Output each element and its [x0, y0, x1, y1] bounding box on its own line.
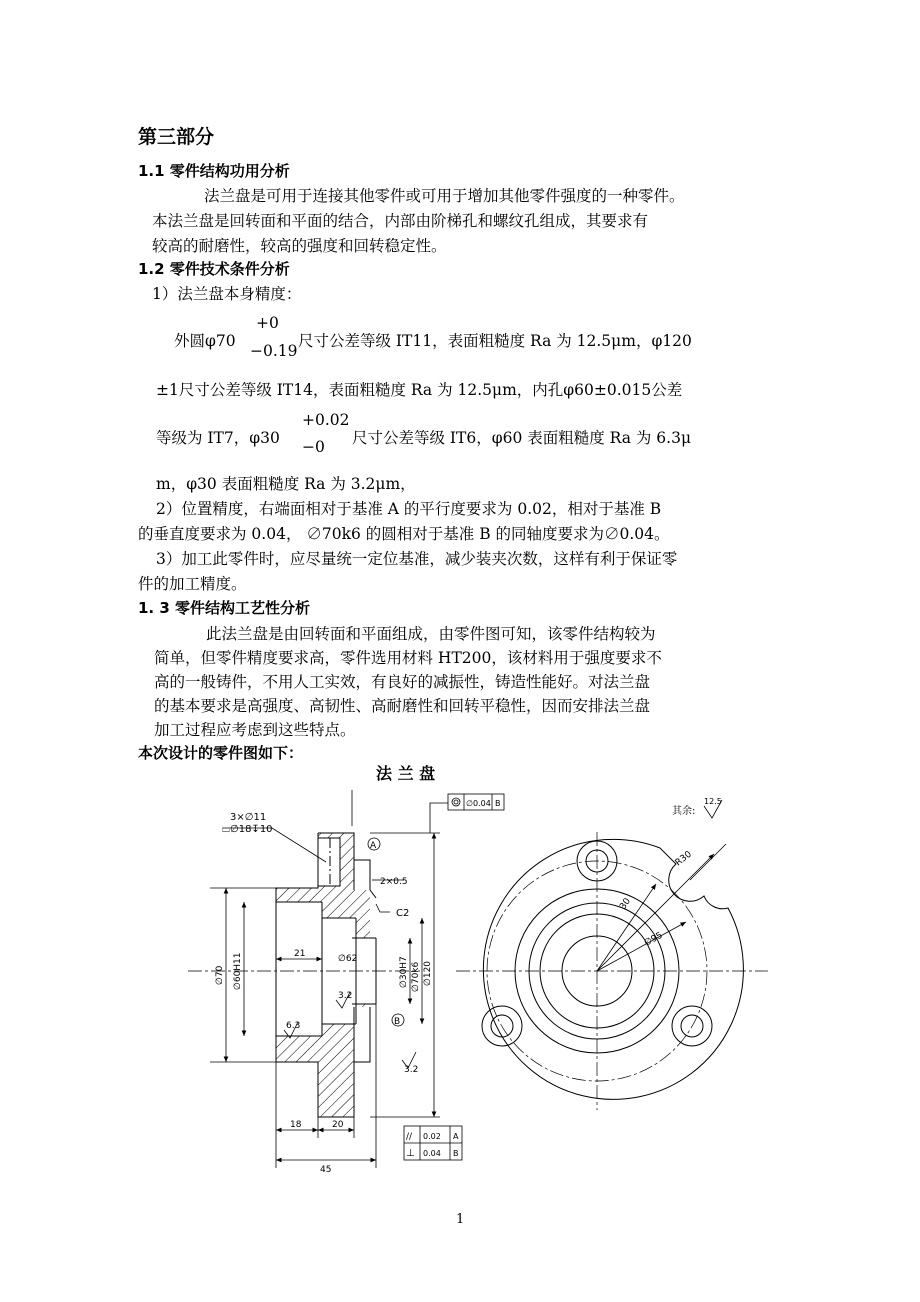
diameter-dim: ∅120: [423, 960, 433, 986]
heading-1-1: 1.1 零件结构功用分析: [138, 162, 290, 180]
paragraph-line: 外圆φ70: [174, 332, 236, 350]
tolerance-lower: −0.19: [250, 342, 298, 360]
length-dim: 20: [332, 1120, 344, 1130]
paragraph-line: 的垂直度要求为 0.04， ∅70k6 的圆相对于基准 B 的同轴度要求为∅0.04。: [138, 525, 670, 543]
paragraph-line: 本法兰盘是回转面和平面的结合，内部由阶梯孔和螺纹孔组成，其要求有: [152, 212, 649, 230]
paragraph-line: 件的加工精度。: [138, 575, 247, 593]
paragraph-line: 的基本要求是高强度、高韧性、高耐磨性和回转平稳性，因而安排法兰盘: [154, 697, 651, 715]
hole-callout: ⌴∅18↧10: [222, 824, 273, 835]
length-dim: 18: [290, 1120, 302, 1130]
coaxiality-datum: B: [495, 799, 501, 808]
coaxiality-value: ∅0.04: [466, 799, 491, 808]
length-dim: 21: [294, 949, 306, 959]
parallelism-symbol: //: [406, 1132, 413, 1142]
paragraph-line: 简单，但零件精度要求高，零件选用材料 HT200，该材料用于强度要求不: [154, 649, 662, 667]
page-number: 1: [456, 1212, 465, 1227]
datum-label: A: [370, 841, 377, 851]
end-view: [482, 839, 743, 1099]
section-view: [276, 833, 376, 1117]
dim-30: 30: [618, 896, 634, 912]
perpendicularity-symbol: ⊥: [406, 1148, 415, 1159]
parallelism-value: 0.02: [423, 1132, 441, 1141]
diameter-dim: ∅62: [338, 954, 358, 964]
parallelism-datum: A: [453, 1132, 459, 1141]
list-item: 1）法兰盘本身精度：: [152, 285, 302, 303]
dim-95: ∅95: [642, 930, 665, 949]
diameter-dim: ∅60H11: [233, 952, 243, 990]
roughness-mark: 3.2: [404, 1065, 419, 1075]
paragraph-line: 加工过程应考虑到这些特点。: [154, 721, 356, 739]
heading-1-3: 1. 3 零件结构工艺性分析: [138, 599, 311, 617]
paragraph-line: 较高的耐磨性，较高的强度和回转稳定性。: [152, 237, 447, 255]
diameter-dim: ∅70k6: [411, 961, 421, 992]
hole-callout: 3×∅11: [230, 812, 267, 823]
tolerance-upper: +0.02: [302, 411, 350, 429]
dim-r30: R30: [673, 849, 694, 869]
tolerance-lower: −0: [302, 438, 325, 456]
roughness-mark: 3.2: [338, 991, 353, 1001]
list-item: 3）加工此零件时，应尽量统一定位基准，减少装夹次数，这样有利于保证零: [156, 550, 678, 568]
rest-roughness-label: 其余:: [672, 806, 696, 817]
paragraph-line: m，φ30 表面粗糙度 Ra 为 3.2μm，: [156, 475, 416, 493]
perpendicularity-datum: B: [453, 1149, 459, 1158]
paragraph-line: 高的一般铸件，不用人工实效，有良好的减振性，铸造性能好。对法兰盘: [154, 673, 651, 691]
paragraph-line: ±1尺寸公差等级 IT14，表面粗糙度 Ra 为 12.5μm，内孔φ60±0.015公差: [156, 381, 683, 399]
datum-label: B: [394, 1017, 401, 1027]
paragraph-line: 尺寸公差等级 IT6，φ60 表面粗糙度 Ra 为 6.3μ: [352, 429, 692, 447]
section-title: 第三部分: [138, 126, 215, 148]
drawing-intro: 本次设计的零件图如下：: [138, 744, 304, 762]
heading-1-2: 1.2 零件技术条件分析: [138, 260, 290, 278]
paragraph-line: 等级为 IT7，φ30: [156, 429, 280, 447]
drawing-title: 法 兰 盘: [376, 764, 436, 783]
paragraph-line: 尺寸公差等级 IT11，表面粗糙度 Ra 为 12.5μm，φ120: [298, 332, 692, 350]
rest-roughness-value: 12.5: [704, 797, 722, 806]
diameter-dim: ∅70: [215, 965, 225, 985]
perpendicularity-value: 0.04: [423, 1149, 441, 1158]
paragraph-line: 法兰盘是可用于连接其他零件或可用于增加其他零件强度的一种零件。: [204, 187, 685, 205]
chamfer-dim: 2×0.5: [380, 877, 408, 887]
tolerance-upper: +0: [256, 314, 279, 332]
roughness-mark: 6.3: [286, 1021, 301, 1031]
diameter-dim: ∅30H7: [399, 956, 409, 988]
chamfer-dim: C2: [396, 908, 410, 919]
list-item: 2）位置精度，右端面相对于基准 A 的平行度要求为 0.02，相对于基准 B: [156, 500, 662, 518]
length-dim: 45: [320, 1165, 332, 1175]
paragraph-line: 此法兰盘是由回转面和平面组成，由零件图可知，该零件结构较为: [206, 625, 656, 643]
